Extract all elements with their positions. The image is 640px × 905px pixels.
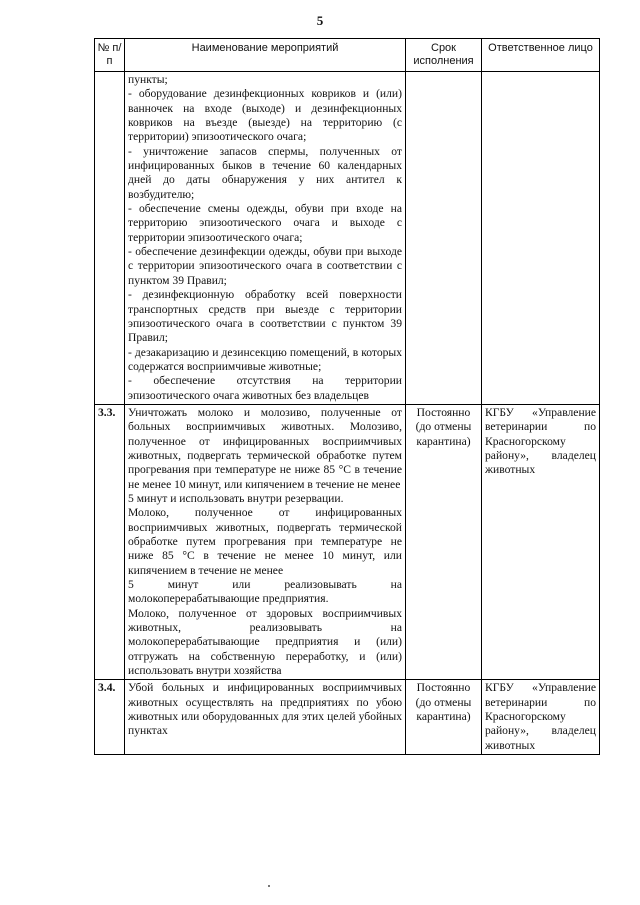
row-num: 3.4.: [95, 680, 125, 755]
measure-line: - оборудование дезинфекционных ковриков и (или) ванночек на входе (выходе) и дезинфекционных ковриков на въезде (выезде) на территорию (с территории) эпизоотического очага;: [128, 87, 402, 144]
row-num: 3.3.: [95, 404, 125, 680]
measure-line: - дезинфекционную обработку всей поверхности транспортных средств при выезде с территории эпизоотического очага в соответствии с пунктом 39 Правил;: [128, 288, 402, 345]
row-num: [95, 72, 125, 405]
measure-line: - уничтожение запасов спермы, полученных от инфицированных быков в течение 60 календарных дней до даты обнаружения у них антител к возбудителю;: [128, 144, 402, 201]
row-term: Постоянно (до отмены карантина): [406, 680, 482, 755]
page-number: 5: [316, 13, 324, 28]
header-name: Наименование мероприятий: [125, 39, 406, 72]
table-row: [95, 404, 600, 680]
row-measure: [125, 72, 406, 405]
table-header-row: [95, 39, 600, 72]
measure-line: Убой больных и инфицированных восприимчивых животных осуществлять на предприятиях по убою животных или оборудованных для этих целей убойных пунктах: [128, 681, 402, 738]
row-resp: [482, 72, 600, 405]
scan-speck: [268, 885, 270, 887]
row-measure: [125, 404, 406, 680]
measure-line: - дезакаризацию и дезинсекцию помещений, в которых содержатся восприимчивые животные;: [128, 345, 402, 373]
measures-table: [94, 38, 600, 755]
measure-line: пункты;: [128, 73, 168, 86]
measure-line: - обеспечение отсутствия на территории эпизоотического очага животных без владельцев: [128, 374, 402, 402]
measure-line: 5 минут и использовать внутри резервации.: [128, 491, 344, 505]
measure-line: - обеспечение дезинфекции одежды, обуви при выходе с территории эпизоотического очага в соответствии с пунктом 39 Правил;: [128, 245, 402, 287]
row-resp: КГБУ «Управление ветеринарии по Красногорскому району», владелец животных: [482, 404, 600, 680]
measure-line: Молоко, полученное от инфицированных восприимчивых животных, подвергать термической обработке путем прогревания при температуре не ниже 85 °С в течение не менее 10 минут, или кипячением в течение не менее: [128, 506, 402, 577]
table-row: [95, 72, 600, 405]
header-num: № п/п: [95, 39, 125, 72]
table-row: [95, 680, 600, 755]
row-term: [406, 72, 482, 405]
measure-line: - обеспечение смены одежды, обуви при входе на территорию эпизоотического очага и выходе с территории эпизоотического очага;: [128, 202, 402, 244]
header-term: Срок исполнения: [406, 39, 482, 72]
header-resp: Ответственное лицо: [482, 39, 600, 72]
row-term: Постоянно (до отмены карантина): [406, 404, 482, 680]
row-resp: КГБУ «Управление ветеринарии по Красногорскому району», владелец животных: [482, 680, 600, 755]
row-measure: [125, 680, 406, 755]
measure-line: Уничтожать молоко и молозиво, полученные от больных восприимчивых животных. Молозиво, полученное от инфицированных восприимчивых животных, подвергать термической обработке путем прогревания при температуре не ниже 85 °С в течение не менее 10 минут, или кипячением в течение не менее: [128, 405, 402, 491]
measure-line: Молоко, полученное от здоровых восприимчивых животных, реализовывать на молокоперерабатывающие предприятия и (или) отгружать на собственную переработку, и (или) использовать внутри хозяйства: [128, 606, 402, 678]
measure-line: 5 минут или реализовывать на молокоперерабатывающие предприятия.: [128, 578, 402, 606]
